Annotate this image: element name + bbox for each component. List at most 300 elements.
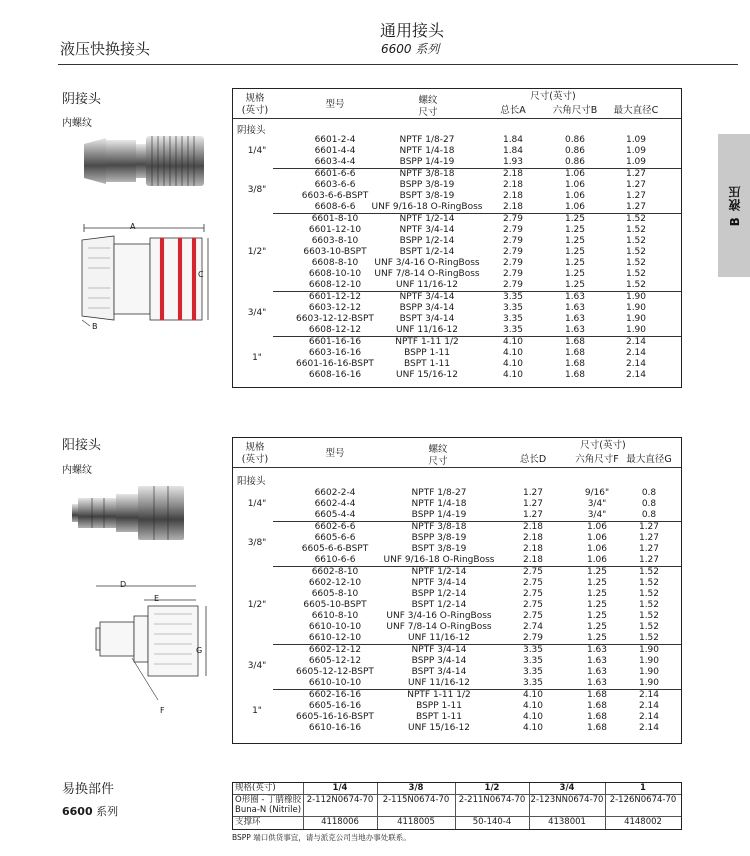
thread-cell: NPTF 1/2-14 — [411, 567, 467, 577]
col-model: 型号 — [325, 99, 345, 110]
table-row — [233, 202, 681, 213]
thread-cell: BSPT 3/4-14 — [399, 314, 455, 324]
table-row — [233, 157, 681, 168]
table-row — [233, 701, 681, 712]
col-hex: 六角尺寸F — [575, 454, 619, 465]
length-cell: 3.35 — [502, 314, 524, 324]
model-cell: 6603-12-12-BSPT — [296, 314, 374, 324]
model-cell: 6602-8-10 — [311, 567, 359, 577]
maxdia-cell: 1.09 — [625, 157, 647, 167]
maxdia-cell: 1.90 — [638, 678, 660, 688]
table-row — [233, 370, 681, 381]
model-cell: 6603-6-6-BSPT — [301, 191, 369, 201]
thread-cell: UNF 11/16-12 — [408, 678, 470, 688]
thread-cell: NPTF 3/4-14 — [399, 225, 455, 235]
length-cell: 3.35 — [502, 292, 524, 302]
hex-cell: 1.63 — [586, 656, 608, 666]
thread-cell: BSPT 1-11 — [404, 359, 450, 369]
thread-cell: BSPT 1/2-14 — [411, 600, 467, 610]
hex-cell: 1.25 — [586, 567, 608, 577]
footnote: BSPP 端口供货事宜，请与派克公司当地办事处联系。 — [232, 833, 411, 842]
col-spec-unit: (英寸) — [241, 454, 269, 465]
male-rows — [233, 488, 681, 741]
hex-cell: 3/4" — [587, 499, 607, 509]
maxdia-cell: 1.52 — [638, 567, 660, 577]
model-cell: 6608-12-10 — [308, 280, 362, 290]
size-label: 1/2" — [247, 599, 267, 610]
dim-b-label: B — [92, 322, 98, 331]
length-cell: 1.84 — [502, 135, 524, 145]
oring-part-no: 2-112N0674-70 — [306, 795, 374, 805]
thread-cell: BSPT 1/2-14 — [399, 247, 455, 257]
table-row — [233, 544, 681, 555]
table-row — [233, 292, 681, 303]
model-cell: 6602-6-6 — [314, 522, 356, 532]
table-row — [233, 667, 681, 678]
maxdia-cell: 1.52 — [625, 214, 647, 224]
hex-cell: 1.25 — [564, 269, 586, 279]
model-cell: 6610-8-10 — [311, 611, 359, 621]
thread-cell: BSPP 3/8-19 — [411, 533, 467, 543]
table-row — [233, 578, 681, 589]
table-row — [233, 314, 681, 325]
category-label: 阳接头 — [237, 476, 266, 487]
male-coupler-photo — [68, 478, 190, 548]
thread-cell: NPTF 3/4-14 — [399, 292, 455, 302]
model-cell: 6610-10-10 — [308, 678, 362, 688]
maxdia-cell: 2.14 — [625, 348, 647, 358]
table-row — [233, 191, 681, 202]
size-group — [233, 169, 681, 213]
maxdia-cell: 1.52 — [625, 269, 647, 279]
hex-cell: 1.68 — [586, 712, 608, 722]
model-cell: 6603-12-12 — [308, 303, 362, 313]
length-cell: 2.79 — [502, 258, 524, 268]
female-spec-table — [232, 88, 682, 388]
hex-cell: 1.25 — [586, 633, 608, 643]
length-cell: 2.79 — [502, 225, 524, 235]
maxdia-cell: 1.27 — [625, 191, 647, 201]
size-label: 3/8" — [247, 185, 267, 195]
category-label: 阴接头 — [237, 125, 266, 136]
length-cell: 2.79 — [502, 280, 524, 290]
backup-ring-part-no: 4118005 — [397, 817, 435, 827]
parts-col-spec: 规格(英寸) — [235, 783, 276, 793]
size-group — [233, 567, 681, 644]
maxdia-cell: 1.27 — [638, 555, 660, 565]
table-row — [233, 555, 681, 566]
model-cell: 6603-4-4 — [314, 157, 356, 167]
model-cell: 6605-16-16 — [308, 701, 362, 711]
thread-cell: NPTF 3/8-18 — [399, 169, 455, 179]
thread-cell: UNF 11/16-12 — [396, 325, 458, 335]
length-cell: 4.10 — [522, 723, 544, 733]
oring-part-no: 2-126N0674-70 — [609, 795, 677, 805]
backup-ring-label: 支撑环 — [235, 817, 261, 827]
backup-ring-part-no: 4148002 — [624, 817, 662, 827]
thread-cell: NPTF 3/4-14 — [411, 645, 467, 655]
hex-cell: 1.06 — [586, 555, 608, 565]
table-row — [233, 522, 681, 533]
maxdia-cell: 2.14 — [625, 370, 647, 380]
hex-cell: 1.68 — [586, 690, 608, 700]
thread-cell: UNF 9/16-18 O-RingBoss — [371, 202, 483, 212]
table-row — [233, 633, 681, 644]
parts-col-size: 3/8 — [408, 783, 424, 793]
oring-row-sub — [233, 805, 681, 816]
header-divider — [58, 64, 738, 65]
section-tab[interactable] — [718, 134, 750, 277]
hex-cell: 1.25 — [586, 611, 608, 621]
maxdia-cell: 1.90 — [625, 314, 647, 324]
thread-cell: NPTF 1-11 1/2 — [395, 337, 459, 347]
col-length: 总长D — [519, 454, 547, 465]
maxdia-cell: 1.90 — [625, 303, 647, 313]
length-cell: 2.74 — [522, 622, 544, 632]
col-thread-size: 尺寸 — [428, 456, 448, 467]
maxdia-cell: 1.52 — [638, 611, 660, 621]
hex-cell: 1.68 — [564, 370, 586, 380]
length-cell: 2.18 — [522, 522, 544, 532]
length-cell: 2.18 — [522, 555, 544, 565]
hex-cell: 1.25 — [564, 280, 586, 290]
hex-cell: 1.25 — [586, 600, 608, 610]
length-cell: 2.18 — [502, 202, 524, 212]
section-tab-label: B 液压 — [727, 184, 742, 227]
oring-part-no: 2-123NN0674-70 — [530, 795, 604, 805]
thread-cell: NPTF 3/4-14 — [411, 578, 467, 588]
male-title: 阳接头 — [62, 438, 102, 453]
thread-cell: UNF 15/16-12 — [396, 370, 458, 380]
thread-cell: BSPP 1/4-19 — [411, 510, 467, 520]
length-cell: 2.79 — [502, 214, 524, 224]
maxdia-cell: 0.8 — [641, 488, 657, 498]
female-coupler-drawing — [76, 218, 216, 336]
oring-label-en: Buna-N (Nitrile) — [235, 805, 302, 815]
table-row — [233, 712, 681, 723]
parts-series — [62, 803, 118, 819]
size-label: 1/4" — [247, 498, 267, 509]
thread-cell: UNF 7/8-14 O-RingBoss — [386, 622, 492, 632]
table-row — [233, 337, 681, 348]
length-cell: 2.75 — [522, 589, 544, 599]
model-cell: 6610-10-10 — [308, 622, 362, 632]
thread-cell: BSPP 1-11 — [416, 701, 462, 711]
table-row — [233, 645, 681, 656]
size-group — [233, 214, 681, 291]
model-cell: 6601-8-10 — [311, 214, 359, 224]
hex-cell: 1.68 — [564, 337, 586, 347]
thread-cell: BSPP 1-11 — [404, 348, 450, 358]
table-row — [233, 225, 681, 236]
size-group — [233, 645, 681, 689]
maxdia-cell: 1.52 — [625, 280, 647, 290]
hex-cell: 0.86 — [564, 135, 586, 145]
hex-cell: 1.68 — [564, 359, 586, 369]
model-cell: 6605-10-BSPT — [303, 600, 367, 610]
model-cell: 6608-12-12 — [308, 325, 362, 335]
thread-cell: UNF 3/4-16 O-RingBoss — [374, 258, 480, 268]
parts-col-size: 1 — [640, 783, 646, 793]
col-hex: 六角尺寸B — [552, 105, 598, 116]
table-row — [233, 180, 681, 191]
table-row — [233, 600, 681, 611]
thread-cell: BSPT 3/8-19 — [411, 544, 467, 554]
hex-cell: 1.25 — [564, 258, 586, 268]
model-cell: 6605-12-12 — [308, 656, 362, 666]
maxdia-cell: 1.52 — [638, 578, 660, 588]
hex-cell: 1.68 — [586, 723, 608, 733]
model-cell: 6605-8-10 — [311, 589, 359, 599]
size-group — [233, 135, 681, 168]
length-cell: 3.35 — [502, 303, 524, 313]
maxdia-cell: 1.90 — [625, 292, 647, 302]
model-cell: 6601-12-12 — [308, 292, 362, 302]
dim-e-label: E — [154, 594, 160, 603]
size-label: 1" — [252, 706, 262, 716]
hex-cell: 3/4" — [587, 510, 607, 520]
col-length: 总长A — [500, 105, 526, 116]
thread-cell: NPTF 3/8-18 — [411, 522, 467, 532]
table-row — [233, 146, 681, 157]
maxdia-cell: 2.14 — [638, 690, 660, 700]
length-cell: 4.10 — [502, 370, 524, 380]
hex-cell: 0.86 — [564, 157, 586, 167]
maxdia-cell: 1.27 — [625, 202, 647, 212]
maxdia-cell: 2.14 — [625, 337, 647, 347]
size-label: 1" — [252, 353, 262, 363]
length-cell: 3.35 — [522, 645, 544, 655]
hex-cell: 1.25 — [564, 214, 586, 224]
table-row — [233, 510, 681, 521]
col-maxdia: 最大直径C — [613, 105, 659, 116]
maxdia-cell: 1.90 — [638, 645, 660, 655]
parts-header-row — [233, 783, 681, 794]
thread-cell: UNF 3/4-16 O-RingBoss — [386, 611, 492, 621]
size-group — [233, 292, 681, 336]
hex-cell: 1.25 — [586, 578, 608, 588]
thread-cell: BSPP 3/4-14 — [399, 303, 455, 313]
model-cell: 6605-16-16-BSPT — [296, 712, 374, 722]
parts-series-number: 6600 — [62, 805, 93, 818]
table-row — [233, 567, 681, 578]
col-spec-unit: (英寸) — [241, 105, 269, 116]
size-label: 1/2" — [247, 246, 267, 257]
model-cell: 6610-6-6 — [314, 555, 356, 565]
maxdia-cell: 1.27 — [625, 180, 647, 190]
maxdia-cell: 1.27 — [638, 522, 660, 532]
backup-ring-part-no: 4138001 — [548, 817, 586, 827]
dim-g-label: G — [196, 646, 203, 655]
thread-cell: NPTF 1/4-18 — [399, 146, 455, 156]
parts-col-size: 1/4 — [332, 783, 348, 793]
table-row — [233, 214, 681, 225]
size-group — [233, 522, 681, 566]
male-subtitle: 内螺纹 — [62, 465, 92, 476]
length-cell: 1.27 — [522, 499, 544, 509]
length-cell: 2.75 — [522, 567, 544, 577]
header-title: 通用接头 — [380, 21, 445, 40]
hex-cell: 1.06 — [564, 180, 586, 190]
hex-cell: 1.25 — [586, 622, 608, 632]
male-coupler-drawing — [88, 578, 218, 706]
table-row — [233, 611, 681, 622]
model-cell: 6610-12-10 — [308, 633, 362, 643]
table-row — [233, 622, 681, 633]
backup-ring-part-no: 4118006 — [321, 817, 359, 827]
size-label: 3/8" — [247, 538, 267, 548]
model-cell: 6602-16-16 — [308, 690, 362, 700]
maxdia-cell: 2.14 — [638, 712, 660, 722]
model-cell: 6601-4-4 — [314, 146, 356, 156]
model-cell: 6603-10-BSPT — [303, 247, 367, 257]
length-cell: 1.93 — [502, 157, 524, 167]
parts-col-size: 3/4 — [559, 783, 575, 793]
hex-cell: 1.63 — [564, 314, 586, 324]
length-cell: 3.35 — [522, 678, 544, 688]
table-row — [233, 533, 681, 544]
maxdia-cell: 1.09 — [625, 135, 647, 145]
hex-cell: 1.63 — [586, 678, 608, 688]
hex-cell: 1.68 — [564, 348, 586, 358]
maxdia-cell: 1.52 — [625, 236, 647, 246]
model-cell: 6605-6-6-BSPT — [301, 544, 369, 554]
length-cell: 2.79 — [502, 269, 524, 279]
size-label: 3/4" — [247, 308, 267, 318]
hex-cell: 0.86 — [564, 146, 586, 156]
dim-d-label: D — [120, 580, 127, 589]
spare-parts-table — [232, 782, 682, 830]
table-row — [233, 258, 681, 269]
thread-cell: BSPP 1/2-14 — [399, 236, 455, 246]
col-maxdia: 最大直径G — [626, 454, 672, 465]
table-row — [233, 488, 681, 499]
table-row — [233, 303, 681, 314]
hex-cell: 1.06 — [564, 202, 586, 212]
maxdia-cell: 1.52 — [638, 622, 660, 632]
maxdia-cell: 1.52 — [638, 589, 660, 599]
length-cell: 4.10 — [522, 690, 544, 700]
dim-a-label: A — [130, 222, 136, 231]
size-label: 3/4" — [247, 661, 267, 671]
female-coupler-photo — [80, 126, 210, 196]
col-thread: 螺纹 — [428, 444, 448, 455]
maxdia-cell: 2.14 — [625, 359, 647, 369]
length-cell: 2.18 — [522, 533, 544, 543]
maxdia-cell: 1.52 — [638, 633, 660, 643]
maxdia-cell: 1.09 — [625, 146, 647, 156]
maxdia-cell: 1.90 — [625, 325, 647, 335]
parts-title: 易换部件 — [62, 782, 115, 797]
col-thread: 螺纹 — [418, 95, 438, 106]
dim-c-label: C — [198, 270, 204, 279]
thread-cell: NPTF 1-11 1/2 — [407, 690, 471, 700]
length-cell: 1.84 — [502, 146, 524, 156]
thread-cell: UNF 9/16-18 O-RingBoss — [383, 555, 495, 565]
table-row — [233, 325, 681, 336]
page-title: 液压快换接头 — [60, 40, 151, 58]
hex-cell: 1.25 — [564, 225, 586, 235]
hex-cell: 1.25 — [586, 589, 608, 599]
length-cell: 2.18 — [502, 191, 524, 201]
length-cell: 3.35 — [502, 325, 524, 335]
header-rule — [233, 467, 681, 468]
maxdia-cell: 0.8 — [641, 510, 657, 520]
model-cell: 6608-8-10 — [311, 258, 359, 268]
model-cell: 6605-4-4 — [314, 510, 356, 520]
dim-f-label: F — [160, 706, 165, 715]
hex-cell: 1.63 — [564, 303, 586, 313]
col-spec: 规格 — [245, 442, 265, 453]
hex-cell: 1.25 — [564, 247, 586, 257]
backup-ring-row — [233, 817, 681, 828]
table-row — [233, 135, 681, 146]
table-row — [233, 359, 681, 370]
table-row — [233, 589, 681, 600]
maxdia-cell: 2.14 — [638, 723, 660, 733]
thread-cell: BSPT 1-11 — [416, 712, 462, 722]
length-cell: 4.10 — [522, 712, 544, 722]
length-cell: 4.10 — [522, 701, 544, 711]
thread-cell: UNF 11/16-12 — [408, 633, 470, 643]
maxdia-cell: 1.27 — [638, 533, 660, 543]
maxdia-cell: 1.52 — [625, 247, 647, 257]
thread-cell: UNF 7/8-14 O-RingBoss — [374, 269, 480, 279]
model-cell: 6602-12-10 — [308, 578, 362, 588]
parts-col-size: 1/2 — [484, 783, 500, 793]
table-row — [233, 247, 681, 258]
length-cell: 3.35 — [522, 667, 544, 677]
table-row — [233, 678, 681, 689]
model-cell: 6603-6-6 — [314, 180, 356, 190]
hex-cell: 1.25 — [564, 236, 586, 246]
thread-cell: BSPP 1/4-19 — [399, 157, 455, 167]
oring-part-no: 2-115N0674-70 — [382, 795, 450, 805]
length-cell: 4.10 — [502, 359, 524, 369]
length-cell: 2.18 — [522, 544, 544, 554]
header-series: 6600 系列 — [381, 42, 440, 56]
thread-cell: NPTF 1/2-14 — [399, 214, 455, 224]
col-model: 型号 — [325, 448, 345, 459]
model-cell: 6601-16-16 — [308, 337, 362, 347]
model-cell: 6603-16-16 — [308, 348, 362, 358]
hex-cell: 1.06 — [586, 522, 608, 532]
thread-cell: BSPT 3/4-14 — [411, 667, 467, 677]
maxdia-cell: 0.8 — [641, 499, 657, 509]
hex-cell: 1.63 — [586, 645, 608, 655]
length-cell: 4.10 — [502, 348, 524, 358]
thread-cell: BSPP 3/4-14 — [411, 656, 467, 666]
size-group — [233, 690, 681, 734]
hex-cell: 1.68 — [586, 701, 608, 711]
model-cell: 6602-12-12 — [308, 645, 362, 655]
model-cell: 6608-16-16 — [308, 370, 362, 380]
model-cell: 6603-8-10 — [311, 236, 359, 246]
maxdia-cell: 1.52 — [638, 600, 660, 610]
hex-cell: 1.63 — [564, 292, 586, 302]
maxdia-cell: 1.52 — [625, 258, 647, 268]
hex-cell: 1.63 — [564, 325, 586, 335]
col-spec: 规格 — [245, 93, 265, 104]
maxdia-cell: 2.14 — [638, 701, 660, 711]
table-row — [233, 169, 681, 180]
length-cell: 2.75 — [522, 578, 544, 588]
hex-cell: 1.06 — [586, 533, 608, 543]
table-row — [233, 236, 681, 247]
size-group — [233, 488, 681, 521]
table-row — [233, 690, 681, 701]
size-label: 1/4" — [247, 145, 267, 156]
